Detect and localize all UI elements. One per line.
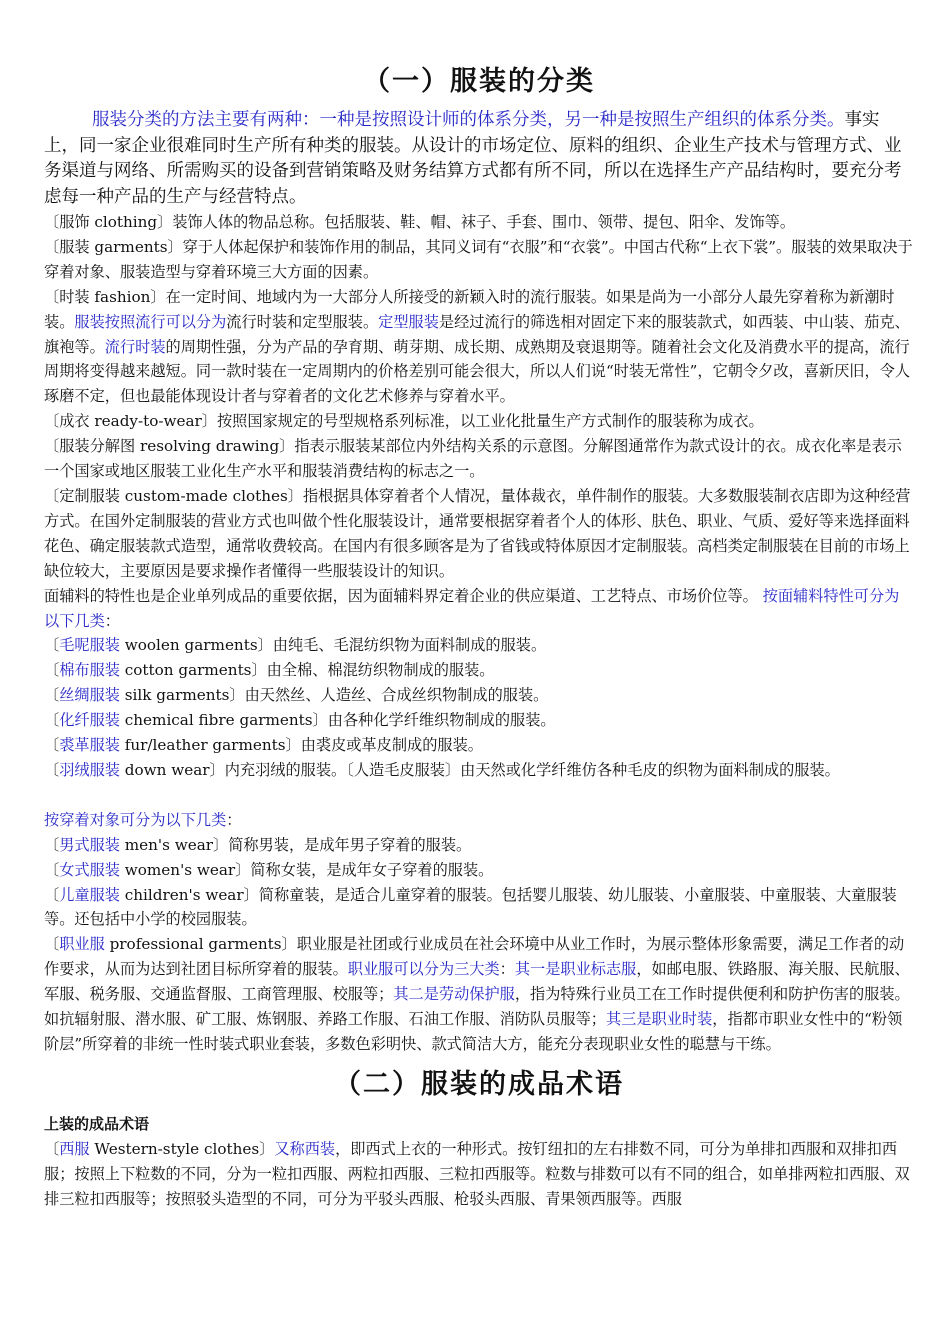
list-item: 〔男式服装 men's wear〕简称男装，是成年男子穿着的服装。: [44, 835, 472, 854]
fabric-intro-colon: ：: [104, 611, 120, 630]
item-desc: men's wear〕简称男装，是成年男子穿着的服装。: [119, 835, 472, 854]
wearer-intro-highlight: 按穿着对象可分为以下几类: [44, 810, 227, 829]
intro-text: 事实上，同一家企业很难同时生产所有种类的服装。从设计的市场定位、原料的组织、企业生产技术与管理方式、业务渠道与网络、所需购买的设备到营销策略及财务结算方式都有所不同，所以在选择生产产品结构时，要充分考虑每一种产品的生产与经营特点。: [44, 110, 902, 207]
item-name: 儿童服装: [59, 885, 120, 904]
professional-definition: 〔职业服 professional garments〕职业服是社团或行业成员在社会环境中从业工作时，为展示整体形象需要，满足工作者的动作要求，从而为达到社团目标所穿着的服装。职业服可以分为三大类：其一是职业标志服，如邮电服、铁路服、海关服、民航服、军服、税务服、交通监督服、工商管理服、校服等；其二是劳动保护服，指为特殊行业员工在工作时提供便利和防护伤害的服装。如抗辐射服、潜水服、矿工服、炼钢服、养路工作服、石油工作服、消防队员服等；其三是职业时装，指都市职业女性中的“粉领阶层”所穿着的非统一性时装式职业套装，多数色彩明快、款式简洁大方，能充分表现职业女性的聪慧与干练。: [44, 935, 910, 1053]
fashion-text-e: 是经过流行的筛选相对固定下来的服装款式，如西装、中山装、茄克、旗袍等。: [44, 312, 910, 356]
document-page: [44, 60, 914, 1212]
item-name: 化纤服装: [59, 711, 120, 730]
item-desc: women's wear〕简称女装，是成年女子穿着的服装。: [119, 860, 494, 879]
section-title-finished-terms: （二）服装的成品术语: [334, 1068, 624, 1100]
fashion-text-g: 的周期性强，分为产品的孕育期、萌芽期、成长期、成熟期及衰退期等。随着社会文化及消费水平的提高，流行周期将变得越来越短。同一款时装在一定周期内的价格差别可能会很大，所以人们说“时装无常性”，它朝令夕改，喜新厌旧，令人琢磨不定，但也最能体现设计者与穿着者的文化艺术修养与穿着水平。: [44, 337, 911, 406]
wearer-list: [44, 833, 914, 933]
item-name: 女式服装: [59, 860, 120, 879]
custom-made-definition: 〔定制服装 custom-made clothes〕指根据具体穿着者个人情况，量体裁衣，单件制作的服装。大多数服装制衣店即为这种经营方式。在国外定制服装的营业方式也叫做个性化服装设计，通常要根据穿着者个人的体形、肤色、职业、气质、爱好等来选择面料花色、确定服装款式造型，通常收费较高。在国内有很多顾客是为了省钱或特体原因才定制服装。高档类定制服装在目前的市场上缺位较大，主要原因是要求操作者懂得一些服装设计的知识。: [44, 486, 911, 580]
fashion-highlight-b: 服装按照流行可以分为: [74, 312, 227, 331]
garments-definition: 〔服装 garments〕穿于人体起保护和装饰作用的制品，其同义词有“衣服”和“衣裳”。中国古代称“上衣下裳”。服装的效果取决于穿着对象、服装造型与穿着环境三大方面的因素。: [44, 237, 913, 281]
item-desc: children's wear〕简称童装，是适合儿童穿着的服装。包括婴儿服装、幼儿服装、小童服装、中童服装、大童服装等。还包括中小学的校园服装。: [44, 885, 897, 929]
section-title-classification: （一）服装的分类: [363, 66, 595, 97]
wearer-intro-colon: ：: [226, 810, 242, 829]
item-desc: woolen garments〕由纯毛、毛混纺织物为面料制成的服装。: [119, 636, 547, 655]
item-name: 棉布服装: [59, 661, 120, 680]
item-name: 丝绸服装: [59, 686, 120, 705]
item-name: 裘革服装: [59, 736, 120, 755]
item-desc: chemical fibre garments〕由各种化学纤维织物制成的服装。: [119, 711, 556, 730]
list-item: 〔丝绸服装 silk garments〕由天然丝、人造丝、合成丝织物制成的服装。: [44, 686, 549, 705]
list-item: 〔儿童服装 children's wear〕简称童装，是适合儿童穿着的服装。包括婴儿服装、幼儿服装、小童服装、中童服装、大童服装等。还包括中小学的校园服装。: [44, 885, 897, 929]
item-name: 毛呢服装: [59, 636, 120, 655]
intro-paragraph: [44, 108, 914, 210]
suit-name: 西服: [59, 1139, 90, 1158]
item-desc: fur/leather garments〕由裘皮或革皮制成的服装。: [119, 736, 483, 755]
resolving-drawing-definition: 〔服装分解图 resolving drawing〕指表示服装某部位内外结构关系的示意图。分解图通常作为款式设计的衣。成衣化率是表示一个国家或地区服装工业化生产水平和服装消费结构的标志之一。: [44, 437, 902, 481]
item-name: 羽绒服装: [59, 760, 120, 779]
fashion-highlight-f: 流行时装: [104, 337, 166, 356]
item-desc: silk garments〕由天然丝、人造丝、合成丝织物制成的服装。: [119, 686, 549, 705]
list-item: 〔羽绒服装 down wear〕内充羽绒的服装。〔人造毛皮服装〕由天然或化学纤维仿各种毛皮的织物为面料制成的服装。: [44, 760, 840, 779]
item-desc: cotton garments〕由全棉、棉混纺织物制成的服装。: [119, 661, 495, 680]
fashion-highlight-d: 定型服装: [378, 312, 439, 331]
professional-name: 职业服: [59, 935, 105, 954]
item-desc: down wear〕内充羽绒的服装。〔人造毛皮服装〕由天然或化学纤维仿各种毛皮的织物为面料制成的服装。: [119, 760, 840, 779]
subheading-tops: 上装的成品术语: [44, 1114, 150, 1133]
fabric-list: [44, 633, 914, 782]
intro-highlight: 服装分类的方法主要有两种：一种是按照设计师的体系分类，另一种是按照生产组织的体系分类。: [92, 110, 845, 130]
clothing-definition: 〔服饰 clothing〕装饰人体的物品总称。包括服装、鞋、帽、袜子、手套、围巾、领带、提包、阳伞、发饰等。: [44, 213, 796, 231]
list-item: 〔毛呢服装 woolen garments〕由纯毛、毛混纺织物为面料制成的服装。: [44, 636, 547, 655]
wearer-intro: [44, 808, 914, 833]
paragraph-spacer: [44, 783, 914, 808]
fabric-intro: [44, 584, 914, 634]
item-name: 男式服装: [59, 835, 120, 854]
list-item: 〔化纤服装 chemical fibre garments〕由各种化学纤维织物制成的服装。: [44, 711, 556, 730]
list-item: 〔裘革服装 fur/leather garments〕由裘皮或革皮制成的服装。: [44, 736, 483, 755]
fashion-text-c: 流行时装和定型服装。: [226, 312, 379, 331]
fabric-intro-highlight: 按面辅料特性可分为以下几类: [44, 586, 900, 630]
list-item: 〔女式服装 women's wear〕简称女装，是成年女子穿着的服装。: [44, 860, 494, 879]
fabric-intro-text: 面辅料的特性也是企业单列成品的重要依据，因为面辅料界定着企业的供应渠道、工艺特点、市场价位等。: [44, 586, 758, 605]
suit-definition: 〔西服 Western-style clothes〕又称西装，即西式上衣的一种形式。按钉纽扣的左右排数不同，可分为单排扣西服和双排扣西服；按照上下粒数的不同，分为一粒扣西服、两粒扣西服、三粒扣西服等。粒数与排数可以有不同的组合，如单排两粒扣西服、双排三粒扣西服等；按照驳头造型的不同，可分为平驳头西服、枪驳头西服、青果领西服等。西服: [44, 1139, 910, 1208]
fashion-definition: [44, 285, 914, 410]
ready-to-wear-definition: 〔成衣 ready-to-wear〕按照国家规定的号型规格系列标准，以工业化批量生产方式制作的服装称为成衣。: [44, 412, 764, 431]
fashion-text-a: 〔时装 fashion〕在一定时间、地域内为一大部分人所接受的新颖入时的流行服装。如果是尚为一小部分人最先穿着称为新潮时装。: [44, 287, 895, 331]
list-item: 〔棉布服装 cotton garments〕由全棉、棉混纺织物制成的服装。: [44, 661, 495, 680]
